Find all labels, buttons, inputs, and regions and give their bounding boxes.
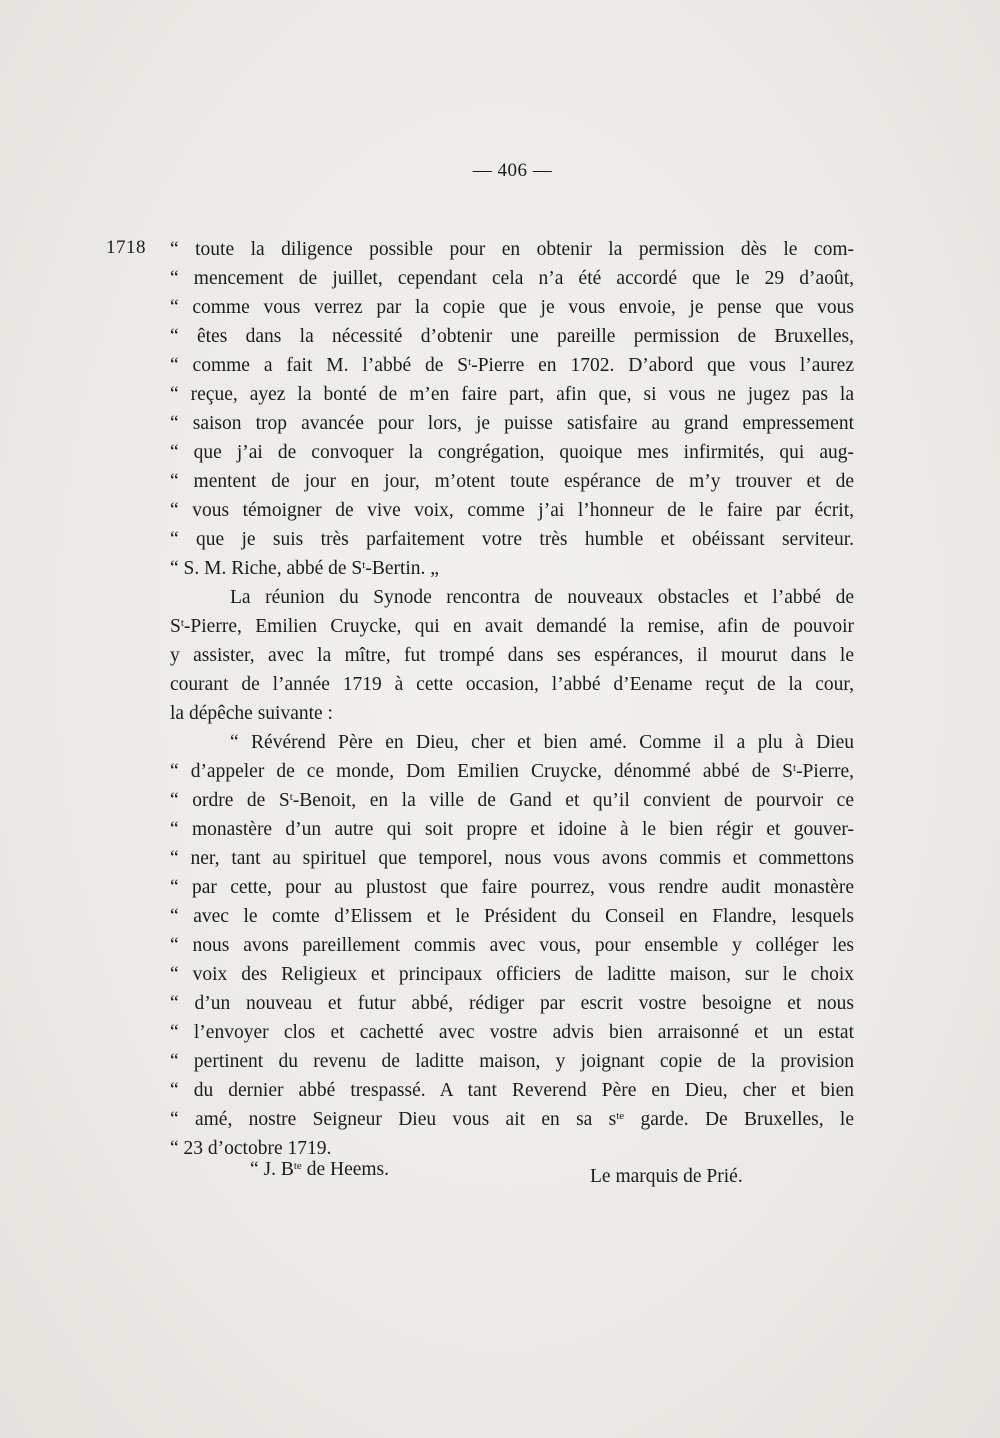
text-line: courant de l’année 1719 à cette occasion, l’abbé d’Eename reçut de la cour,: [170, 674, 854, 695]
text-line: “ pertinent du revenu de laditte maison, y joignant copie de la provision: [170, 1051, 854, 1072]
text-line: “ ner, tant au spirituel que temporel, nous vous avons commis et commettons: [170, 848, 854, 869]
text-line: “ Révérend Père en Dieu, cher et bien amé. Comme il a plu à Dieu: [230, 732, 854, 753]
text-line: La réunion du Synode rencontra de nouveaux obstacles et l’abbé de: [230, 587, 854, 608]
text-line: “ amé, nostre Seigneur Dieu vous ait en sa $s^{te}$ garde. De Bruxelles, le: [170, 1109, 854, 1130]
text-line: “ comme vous verrez par la copie que je vous envoie, je pense que vous: [170, 297, 854, 318]
text-line: $S^t$-Pierre, Emilien Cruycke, qui en avait demandé la remise, afin de pouvoir: [170, 616, 854, 637]
text-line: “ comme a fait M. l’abbé de $S^t$-Pierre en 1702. D’abord que vous l’aurez: [170, 355, 854, 376]
text-line: “ l’envoyer clos et cachetté avec vostre advis bien arraisonné et un estat: [170, 1022, 854, 1043]
text-line: “ saison trop avancée pour lors, je puisse satisfaire au grand empressement: [170, 413, 854, 434]
text-line: “ que j’ai de convoquer la congrégation, quoique mes infirmités, qui aug-: [170, 442, 854, 463]
text-line: “ toute la diligence possible pour en obtenir la permission dès le com-: [170, 239, 854, 260]
text-line: “ voix des Religieux et principaux officiers de laditte maison, sur le choix: [170, 964, 854, 985]
text-line: “ nous avons pareillement commis avec vous, pour ensemble y colléger les: [170, 935, 854, 956]
signature-right: Le marquis de Prié.: [590, 1166, 743, 1187]
page-number: — 406 —: [472, 160, 553, 181]
text-line: “ mentent de jour en jour, m’otent toute espérance de m’y trouver et de: [170, 471, 854, 492]
text-line: “ avec le comte d’Elissem et le Président du Conseil en Flandre, lesquels: [170, 906, 854, 927]
text-line: “ S. M. Riche, abbé de $S^t$-Bertin. „: [170, 558, 439, 579]
text-line: “ reçue, ayez la bonté de m’en faire part, afin que, si vous ne jugez pas la: [170, 384, 854, 405]
text-line: “ 23 d’octobre 1719.: [170, 1138, 332, 1159]
margin-year-note: 1718: [106, 237, 146, 258]
text-line: “ vous témoigner de vive voix, comme j’ai l’honneur de le faire par écrit,: [170, 500, 854, 521]
text-line: “ ordre de $S^t$-Benoit, en la ville de Gand et qu’il convient de pourvoir ce: [170, 790, 854, 811]
text-line: la dépêche suivante :: [170, 703, 333, 724]
text-line: “ d’un nouveau et futur abbé, rédiger par escrit vostre besoigne et nous: [170, 993, 854, 1014]
text-line: “ d’appeler de ce monde, Dom Emilien Cruycke, dénommé abbé de $S^t$-Pierre,: [170, 761, 854, 782]
text-line: y assister, avec la mître, fut trompé dans ses espérances, il mourut dans le: [170, 645, 854, 666]
text-line: “ êtes dans la nécessité d’obtenir une pareille permission de Bruxelles,: [170, 326, 854, 347]
text-line: “ par cette, pour au plustost que faire pourrez, vous rendre audit monastère: [170, 877, 854, 898]
text-line: “ mencement de juillet, cependant cela n’a été accordé que le 29 d’août,: [170, 268, 854, 289]
text-line: “ monastère d’un autre qui soit propre et idoine à le bien régir et gouver-: [170, 819, 854, 840]
text-line: “ que je suis très parfaitement votre très humble et obéissant serviteur.: [170, 529, 854, 550]
text-line: “ du dernier abbé trespassé. A tant Reverend Père en Dieu, cher et bien: [170, 1080, 854, 1101]
signature-left: “ J. $B^{te}$ de Heems.: [250, 1159, 390, 1180]
